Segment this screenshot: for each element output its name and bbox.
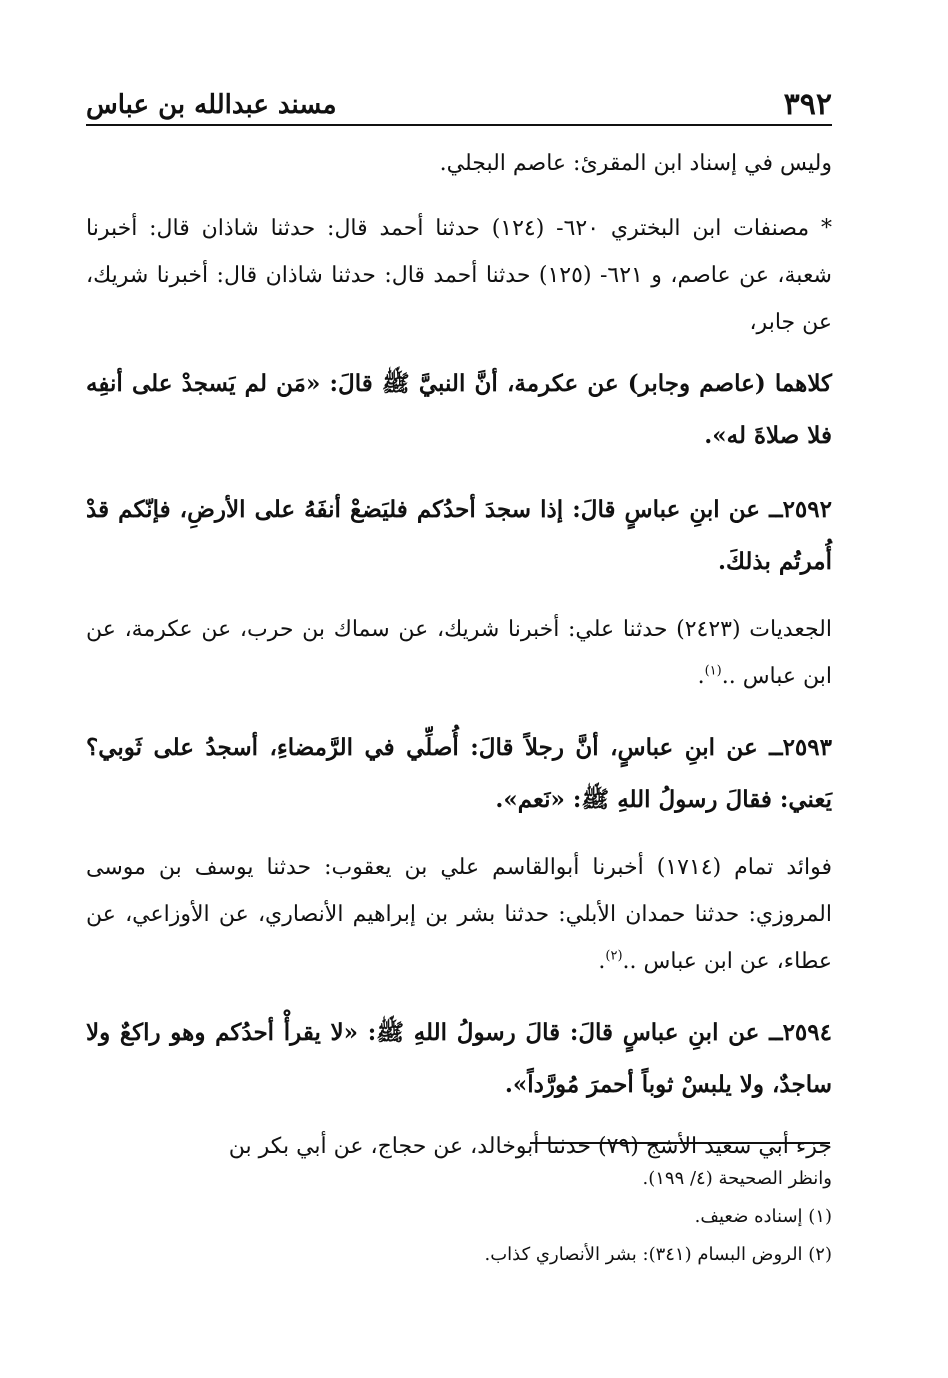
page-body <box>86 140 832 1170</box>
page-number: ٣٩٢ <box>783 87 832 122</box>
source-note: وليس في إسناد ابن المقرئ: عاصم البجلي. <box>439 151 832 176</box>
source-citation: الجعديات (٢٤٢٣) حدثنا علي: أخبرنا شريك، عن سماك بن حرب، عن عكرمة، عن ابن عباس ..$^{(١)}$. <box>86 617 832 689</box>
source-citation: فوائد تمام (١٧١٤) أخبرنا أبوالقاسم علي بن يعقوب: حدثنا يوسف بن موسى المروزي: حدثنا حمدان الأبلي: حدثنا بشر بن إبراهيم الأنصاري، عن الأوزاعي، عن عطاء، عن ابن عباس ..$^{(٢)}$. <box>86 855 832 974</box>
source-citation: * مصنفات ابن البختري ٦٢٠- (١٢٤) حدثنا أحمد قال: حدثنا شاذان قال: أخبرنا شعبة، عن عاصم، و ٦٢١- (١٢٥) حدثنا أحمد قال: حدثنا شاذان قال: أخبرنا شريك، عن جابر، <box>86 216 832 335</box>
footnote-ref-2[interactable]: (٢) <box>605 948 623 964</box>
hadith-2593: ٢٥٩٣ــ عن ابنِ عباسٍ، أنَّ رجلاً قالَ: أُصلِّي في الرَّمضاءِ، أسجدُ على ثَوبي؟ يَعني: فقالَ رسولُ اللهِ ﷺ: «نَعم». <box>86 734 832 813</box>
source-citation: جزء أبي سعيد الأشج (٧٩) حدثنا أبوخالد، عن حجاج، عن أبي بكر بن <box>228 1134 832 1159</box>
footnote-line: وانظر الصحيحة (٤/ ١٩٩). <box>642 1168 832 1189</box>
footnote-ref-1[interactable]: (١) <box>704 663 722 679</box>
page-header <box>86 80 832 126</box>
footnote-2: (٢) الروض البسام (٣٤١): بشر الأنصاري كذاب. <box>484 1244 832 1265</box>
citation-text: فوائد تمام (١٧١٤) أخبرنا أبوالقاسم علي بن يعقوب: حدثنا يوسف بن موسى المروزي: حدثنا حمدان الأبلي: حدثنا بشر بن إبراهيم الأنصاري، عن الأوزاعي، عن عطاء، عن ابن عباس .. <box>86 855 832 974</box>
footnote-1: (١) إسناده ضعيف. <box>694 1206 832 1227</box>
footnote-divider <box>530 1142 830 1144</box>
footnotes <box>86 1160 832 1274</box>
hadith-2594: ٢٥٩٤ــ عن ابنِ عباسٍ قالَ: قالَ رسولُ اللهِ ﷺ: «لا يقرأْ أحدُكم وهو راكعٌ ولا ساجدٌ، ولا يلبسْ ثوباً أحمرَ مُورَّداً». <box>86 1019 832 1098</box>
citation-text: الجعديات (٢٤٢٣) حدثنا علي: أخبرنا شريك، عن سماك بن حرب، عن عكرمة، عن ابن عباس .. <box>86 617 832 689</box>
hadith-2592: ٢٥٩٢ــ عن ابنِ عباسٍ قالَ: إذا سجدَ أحدُكم فليَضعْ أنفَهُ على الأرضِ، فإنّكم قدْ أُمرتُم بذلكَ. <box>86 496 832 575</box>
hadith-text: كلاهما (عاصم وجابر) عن عكرمة، أنَّ النبيَّ ﷺ قالَ: «مَن لم يَسجدْ على أنفِه فلا صلاةَ له». <box>86 370 832 449</box>
running-title: مسند عبدالله بن عباس <box>86 90 337 120</box>
